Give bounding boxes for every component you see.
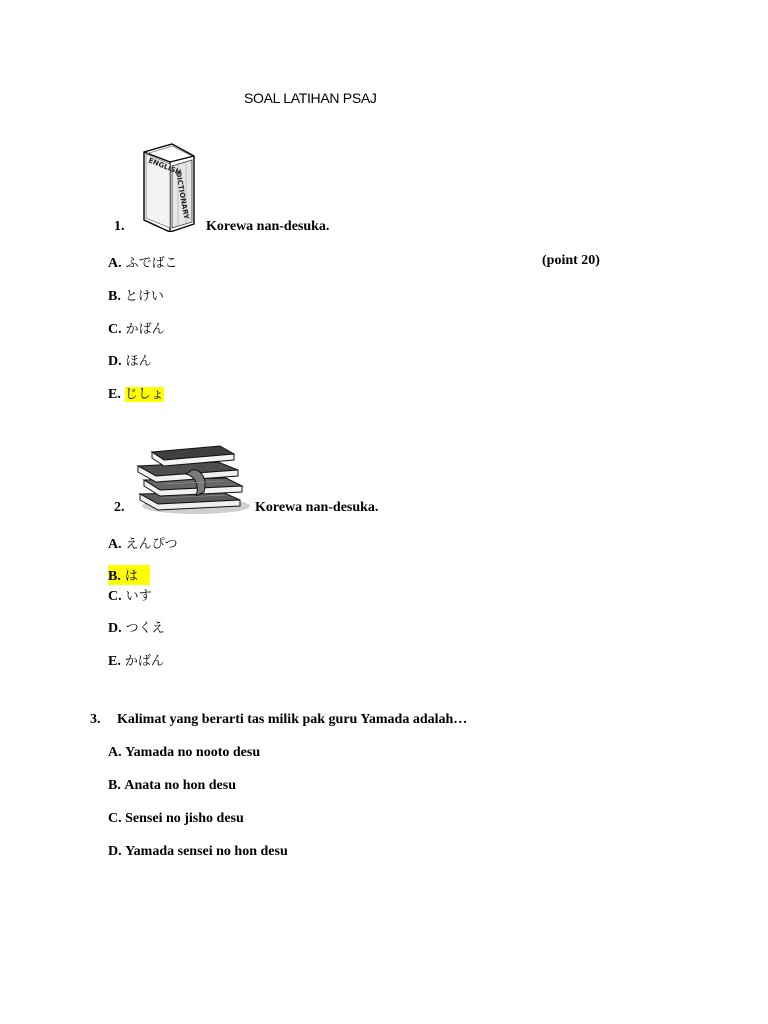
book-spine-lettering: DICTIONARY bbox=[174, 170, 191, 220]
question-3-option-a: A. Yamada no nooto desu bbox=[108, 745, 261, 760]
question-1-prompt: Korewa nan-desuka. bbox=[206, 219, 330, 234]
book-cover-lettering: ENGLISH bbox=[147, 156, 183, 177]
question-1-option-c: C. かばん bbox=[108, 322, 165, 337]
question-3-prompt: Kalimat yang berarti tas milik pak guru Yamada adalah… bbox=[117, 712, 468, 727]
highlighted-answer: じしょ bbox=[124, 387, 164, 402]
question-1-point: (point 20) bbox=[542, 253, 600, 268]
question-3-number: 3. bbox=[90, 712, 101, 727]
question-2-prompt: Korewa nan-desuka. bbox=[255, 500, 379, 515]
question-2-option-a: A. えんぴつ bbox=[108, 537, 178, 552]
question-3-option-c: C. Sensei no jisho desu bbox=[108, 811, 244, 826]
question-1-option-e: E. じしょ bbox=[108, 387, 164, 402]
question-3-option-d: D. Yamada sensei no hon desu bbox=[108, 844, 288, 859]
question-2-option-c: C. いす bbox=[108, 589, 152, 604]
question-1-option-b: B. とけい bbox=[108, 289, 164, 304]
question-3-option-b: B. Anata no hon desu bbox=[108, 778, 236, 793]
question-2-number: 2. bbox=[114, 500, 125, 515]
dictionary-book-icon bbox=[138, 140, 200, 237]
page-title: SOAL LATIHAN PSAJ bbox=[244, 90, 377, 106]
question-2-option-b: B. は bbox=[108, 565, 150, 585]
question-1-option-a: A. ふでばこ bbox=[108, 256, 178, 271]
question-2-option-d: D. つくえ bbox=[108, 621, 165, 636]
question-1-number: 1. bbox=[114, 219, 125, 234]
book-stack-icon bbox=[134, 440, 250, 521]
highlighted-answer: は bbox=[124, 569, 138, 584]
question-1-option-d: D. ほん bbox=[108, 354, 152, 369]
question-2-option-e: E. かばん bbox=[108, 654, 164, 669]
